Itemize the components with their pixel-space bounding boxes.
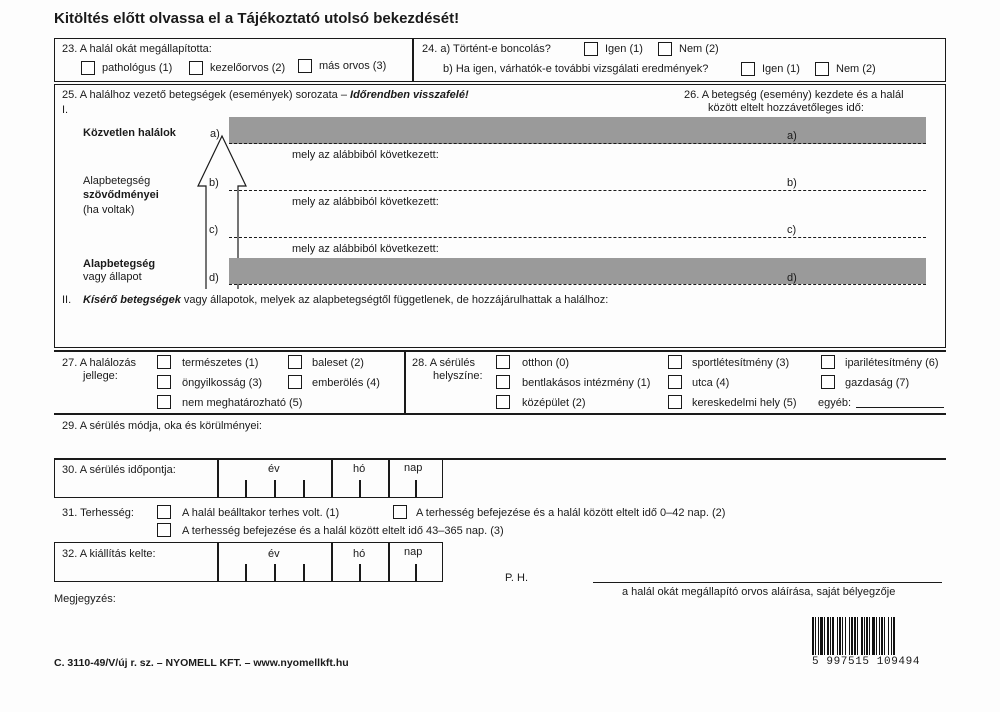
follows-from-label-1: mely az alábbiból következett: <box>292 149 439 161</box>
barcode-bar <box>837 617 838 655</box>
barcode-digits: 5 997515 109494 <box>812 656 921 668</box>
injury-year-label: év <box>268 463 280 475</box>
industrial-facility-label: iparilétesítmény (6) <box>845 357 939 369</box>
barcode-bar <box>884 617 885 655</box>
barcode-bar <box>842 617 843 655</box>
attending-physician-label: kezelőorvos (2) <box>210 62 286 74</box>
line-a-interval-letter: a) <box>787 130 797 142</box>
divider <box>404 350 406 414</box>
barcode-bar <box>891 617 892 655</box>
street-label: utca (4) <box>692 377 730 389</box>
commercial-place-checkbox[interactable] <box>668 395 682 409</box>
further-results-question: b) Ha igen, várhatók-e további vizsgálati eredmények? <box>443 63 709 75</box>
barcode-bar <box>864 617 865 655</box>
signature-caption: a halál okát megállapító orvos aláírása, saját bélyegzője <box>622 586 896 598</box>
public-building-checkbox[interactable] <box>496 395 510 409</box>
line-d-interval-letter: d) <box>787 272 797 284</box>
direct-cause-label: Közvetlen halálok <box>83 127 176 139</box>
barcode-bar <box>827 617 829 655</box>
line-a-field[interactable] <box>229 117 926 144</box>
form-code-footer: C. 3110-49/V/új r. sz. – NYOMELL KFT. – www.nyomellkft.hu <box>54 657 349 669</box>
injury-date-label: 30. A sérülés időpontja: <box>62 464 176 476</box>
natural-label: természetes (1) <box>182 357 259 369</box>
autopsy-question: 24. a) Történt-e boncolás? <box>422 43 551 55</box>
barcode-bar <box>861 617 863 655</box>
barcode-bar <box>857 617 858 655</box>
barcode-image <box>812 617 944 655</box>
injury-date-field[interactable] <box>218 476 443 498</box>
homicide-label: emberölés (4) <box>312 377 380 389</box>
pregnancy-0-42-label: A terhesség befejezése és a halál között eltelt idő 0–42 nap. (2) <box>416 507 726 519</box>
public-building-label: középület (2) <box>522 397 586 409</box>
commercial-place-label: kereskedelmi hely (5) <box>692 397 797 409</box>
other-physician-checkbox[interactable] <box>298 59 312 73</box>
results-no-checkbox[interactable] <box>815 62 829 76</box>
causal-chain-title: 25. A halálhoz vezető betegségek (események) sorozata – Időrendben visszafelé! <box>62 89 469 101</box>
barcode-bar <box>818 617 819 655</box>
follows-from-label-2: mely az alábbiból következett: <box>292 196 439 208</box>
pathologist-label: pathológus (1) <box>102 62 173 74</box>
line-c-interval-letter: c) <box>787 224 797 236</box>
line-d-field[interactable] <box>229 258 926 284</box>
stamp-place-label: P. H. <box>505 572 529 584</box>
manner-label-2: jellege: <box>83 370 118 382</box>
barcode-bar <box>879 617 880 655</box>
autopsy-yes-checkbox[interactable] <box>584 42 598 56</box>
line-c-field[interactable] <box>229 237 926 238</box>
barcode-bar <box>839 617 841 655</box>
pregnancy-43-365-checkbox[interactable] <box>157 523 171 537</box>
results-yes-checkbox[interactable] <box>741 62 755 76</box>
accident-checkbox[interactable] <box>288 355 302 369</box>
line-a-underline <box>229 143 926 144</box>
issue-date-label: 32. A kiállítás kelte: <box>62 548 156 560</box>
street-checkbox[interactable] <box>668 375 682 389</box>
pregnancy-label: 31. Terhesség: <box>62 507 134 519</box>
pregnant-at-death-label: A halál beálltakor terhes volt. (1) <box>182 507 340 519</box>
barcode-bar <box>849 617 850 655</box>
divider <box>54 413 946 415</box>
other-place-label: egyéb: <box>818 397 852 409</box>
farm-checkbox[interactable] <box>821 375 835 389</box>
manner-label-1: 27. A halálozás <box>62 357 137 369</box>
other-physician-label: más orvos (3) <box>319 60 387 72</box>
attending-physician-checkbox[interactable] <box>189 61 203 75</box>
line-d-underline <box>229 284 926 285</box>
barcode-bar <box>845 617 846 655</box>
barcode-bar <box>881 617 883 655</box>
line-b-letter: b) <box>209 177 219 189</box>
complications-label-1: Alapbetegség <box>83 175 151 187</box>
pregnancy-0-42-checkbox[interactable] <box>393 505 407 519</box>
part-two-numeral: II. <box>62 294 72 306</box>
barcode-bar <box>851 617 853 655</box>
divider <box>54 350 946 352</box>
barcode-bar <box>824 617 825 655</box>
divider <box>412 38 414 82</box>
accident-label: baleset (2) <box>312 357 364 369</box>
line-a-letter: a) <box>210 128 220 140</box>
barcode-bar <box>893 617 895 655</box>
autopsy-no-label: Nem (2) <box>679 43 719 55</box>
line-c-letter: c) <box>209 224 219 236</box>
barcode-bar <box>815 617 816 655</box>
complications-label-3: (ha voltak) <box>83 204 135 216</box>
issue-day-label: nap <box>404 546 423 558</box>
barcode-bar <box>830 617 831 655</box>
injury-place-label-2: helyszíne: <box>433 370 483 382</box>
residential-institution-label: bentlakásos intézmény (1) <box>522 377 651 389</box>
interval-label-line1: 26. A betegség (esemény) kezdete és a halál <box>684 89 904 101</box>
industrial-facility-checkbox[interactable] <box>821 355 835 369</box>
issue-date-field[interactable] <box>218 560 443 582</box>
pregnancy-43-365-label: A terhesség befejezése és a halál között eltelt idő 43–365 nap. (3) <box>182 525 504 537</box>
barcode-bar <box>869 617 870 655</box>
homicide-checkbox[interactable] <box>288 375 302 389</box>
barcode-bar <box>888 617 889 655</box>
other-place-field[interactable] <box>856 407 944 408</box>
autopsy-yes-label: Igen (1) <box>605 43 643 55</box>
issue-month-label: hó <box>353 548 366 560</box>
home-label: otthon (0) <box>522 357 570 369</box>
cause-certifier-label: 23. A halál okát megállapította: <box>62 43 212 55</box>
part-one-numeral: I. <box>62 104 69 116</box>
natural-checkbox[interactable] <box>157 355 171 369</box>
remarks-label: Megjegyzés: <box>54 593 116 605</box>
line-b-interval-letter: b) <box>787 177 797 189</box>
autopsy-no-checkbox[interactable] <box>658 42 672 56</box>
pregnant-at-death-checkbox[interactable] <box>157 505 171 519</box>
barcode-bar <box>866 617 868 655</box>
underlying-cause-label-1: Alapbetegség <box>83 258 156 270</box>
results-yes-label: Igen (1) <box>762 63 800 75</box>
farm-label: gazdaság (7) <box>845 377 910 389</box>
undetermined-checkbox[interactable] <box>157 395 171 409</box>
sports-facility-label: sportlétesítmény (3) <box>692 357 790 369</box>
results-no-label: Nem (2) <box>836 63 876 75</box>
injury-month-label: hó <box>353 463 366 475</box>
undetermined-label: nem meghatározható (5) <box>182 397 303 409</box>
barcode-bar <box>872 617 875 655</box>
barcode-bar <box>812 617 814 655</box>
barcode-bar <box>876 617 877 655</box>
line-b-field[interactable] <box>229 190 926 191</box>
underlying-cause-label-2: vagy állapot <box>83 271 142 283</box>
sports-facility-checkbox[interactable] <box>668 355 682 369</box>
injury-day-label: nap <box>404 462 423 474</box>
pathologist-checkbox[interactable] <box>81 61 95 75</box>
complications-label-2: szövődményei <box>83 189 159 201</box>
suicide-checkbox[interactable] <box>157 375 171 389</box>
barcode-bar <box>854 617 856 655</box>
injury-place-label-1: 28. A sérülés <box>412 357 475 369</box>
line-d-letter: d) <box>209 272 219 284</box>
residential-institution-checkbox[interactable] <box>496 375 510 389</box>
interval-label-line2: között eltelt hozzávetőleges idő: <box>708 102 864 114</box>
home-checkbox[interactable] <box>496 355 510 369</box>
barcode-bar <box>820 617 823 655</box>
page-title: Kitöltés előtt olvassa el a Tájékoztató utolsó bekezdését! <box>54 10 460 27</box>
issue-year-label: év <box>268 548 280 560</box>
suicide-label: öngyilkosság (3) <box>182 377 263 389</box>
signature-field[interactable] <box>593 582 942 583</box>
injury-circumstances-label: 29. A sérülés módja, oka és körülményei: <box>62 420 262 432</box>
follows-from-label-3: mely az alábbiból következett: <box>292 243 439 255</box>
barcode-bar <box>832 617 834 655</box>
contributing-conditions-label: Kísérő betegségek vagy állapotok, melyek az alapbetegségtől függetlenek, de hozzájárulhattak a halálhoz: <box>83 294 609 306</box>
